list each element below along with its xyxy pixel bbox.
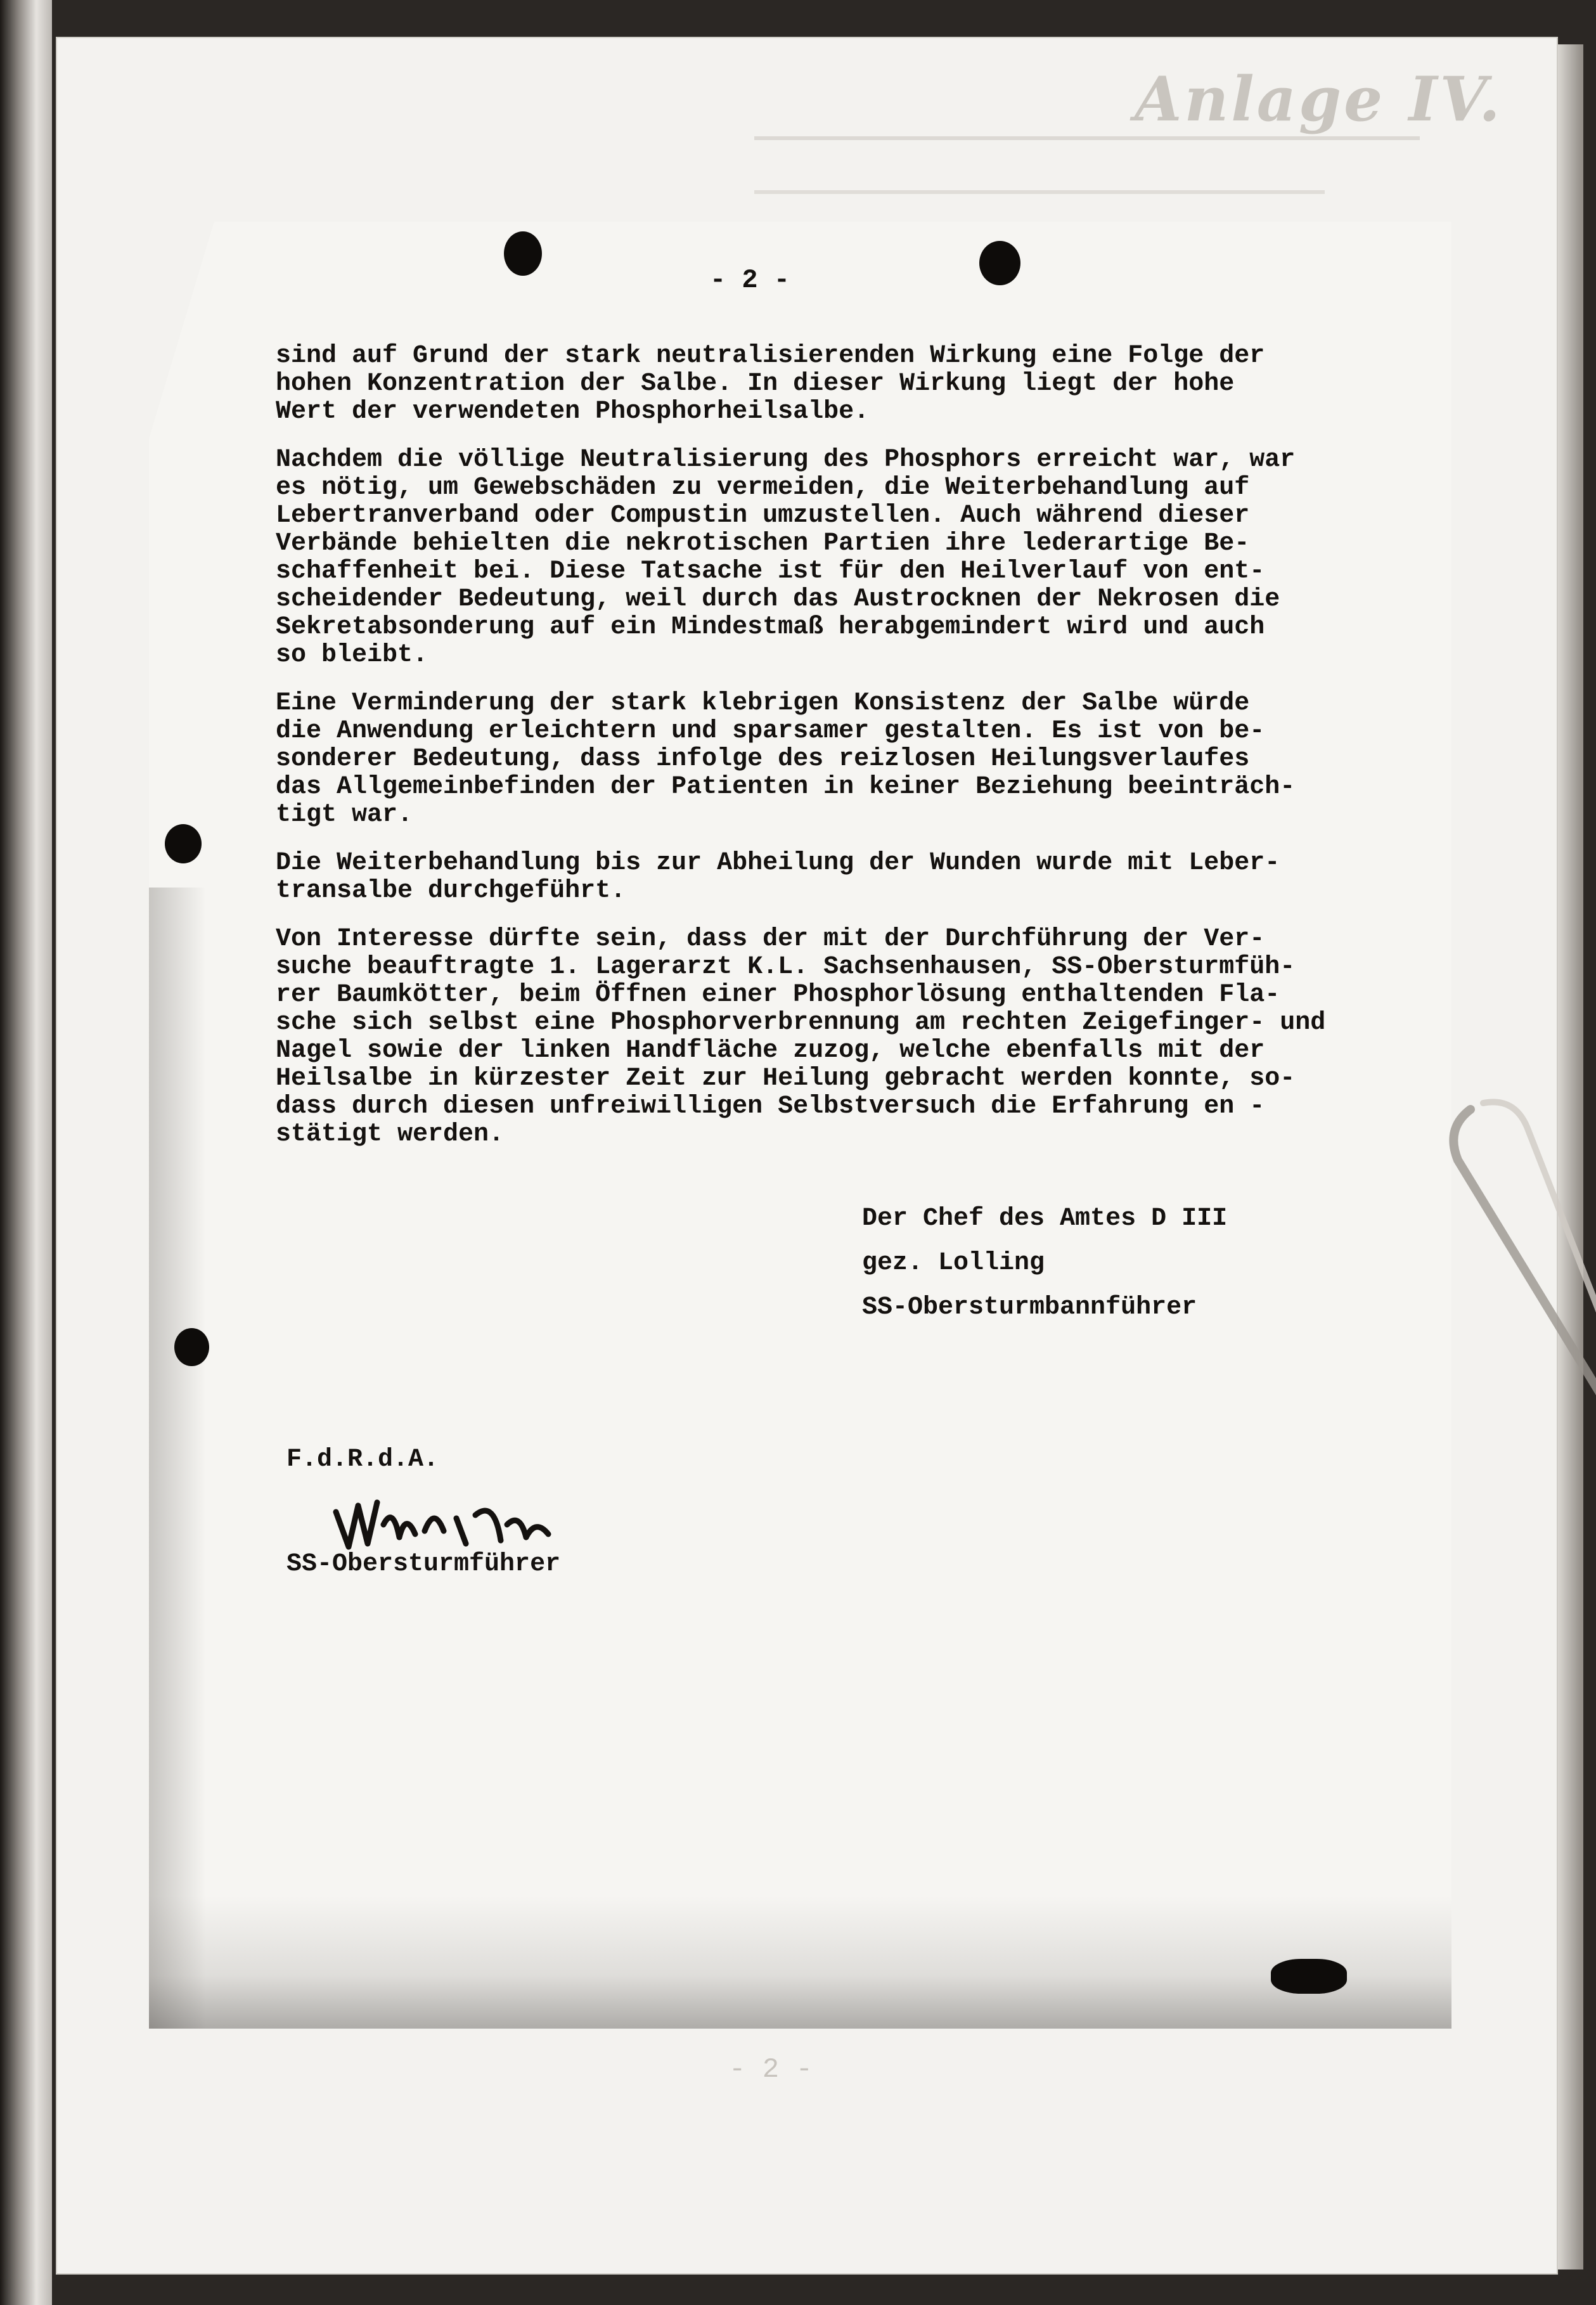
- signer-rank: SS-Obersturmbannführer: [862, 1293, 1197, 1322]
- paragraph-3: Eine Verminderung der stark klebrigen Konsistenz der Salbe würde die Anwendung erleichtern und sparsamer gestalten. Es ist von be- sonderer Bedeutung, dass infolge des reizlosen Heilungsverlaufes das Allgemeinbefinden der Patienten in keiner Beziehung beeinträch- tigt war.: [276, 689, 1296, 829]
- signer-title: Der Chef des Amtes D III: [862, 1204, 1228, 1233]
- photo-shadow: [149, 1895, 1451, 2029]
- ghost-line: [754, 136, 1420, 140]
- handwritten-annotation: Anlage IV.: [1135, 63, 1503, 135]
- handwritten-signature: [330, 1487, 558, 1556]
- paragraph-1: sind auf Grund der stark neutralisierenden Wirkung eine Folge der hohen Konzentration der Salbe. In dieser Wirkung liegt der hohe Wert der verwendeten Phosphorheilsalbe.: [276, 342, 1265, 426]
- signer-name: gez. Lolling: [862, 1249, 1045, 1277]
- paper-clip: [1445, 1090, 1596, 1445]
- paragraph-5: Von Interesse dürfte sein, dass der mit der Durchführung der Ver- suche beauftragte 1. Lagerarzt K.L. Sachsenhausen, SS-Obersturmfüh- rer Baumkötter, beim Öffnen einer Phosphorlösung enthaltenden Fla- sche sich selbst eine Phosphorverbrennung am rechten Zeigefinger- und Nagel sowie der linken Handfläche zuzog, welche ebenfalls mit der Heilsalbe in kürzester Zeit zur Heilung gebracht werden konnte, so- dass durch diesen unfreiwilligen Selbstversuch die Erfahrung en - stätigt werden.: [276, 925, 1326, 1149]
- certifier-rank: SS-Obersturmführer: [286, 1550, 561, 1579]
- ink-blot: [1271, 1959, 1347, 1994]
- paragraph-4: Die Weiterbehandlung bis zur Abheilung der Wunden wurde mit Leber- transalbe durchgeführt.: [276, 849, 1280, 905]
- document-body: [276, 342, 1404, 1169]
- signature-block: [862, 1197, 1227, 1330]
- ink-blot: [174, 1328, 209, 1366]
- photo-shadow: [149, 888, 206, 2029]
- ink-blot: [979, 241, 1020, 285]
- ink-blot: [504, 231, 542, 276]
- ghost-line: [754, 190, 1325, 194]
- paragraph-2: Nachdem die völlige Neutralisierung des Phosphors erreicht war, war es nötig, um Gewebschäden zu vermeiden, die Weiterbehandlung auf Lebertranverband oder Compustin umzustellen. Auch während dieser Verbände behielten die nekrotischen Partien ihre lederartige Be- schaffenheit bei. Diese Tatsache ist für den Heilverlauf von ent- scheidender Bedeutung, weil durch das Austrocknen der Nekrosen die Sekretabsonderung auf ein Mindestmaß herabgemindert wird und auch so bleibt.: [276, 446, 1296, 669]
- footer-page-number: - 2 -: [729, 2054, 813, 2086]
- ink-blot: [165, 824, 202, 863]
- certification-note: F.d.R.d.A.: [286, 1445, 439, 1474]
- book-binding: [0, 0, 52, 2305]
- page-number: - 2 -: [710, 265, 790, 295]
